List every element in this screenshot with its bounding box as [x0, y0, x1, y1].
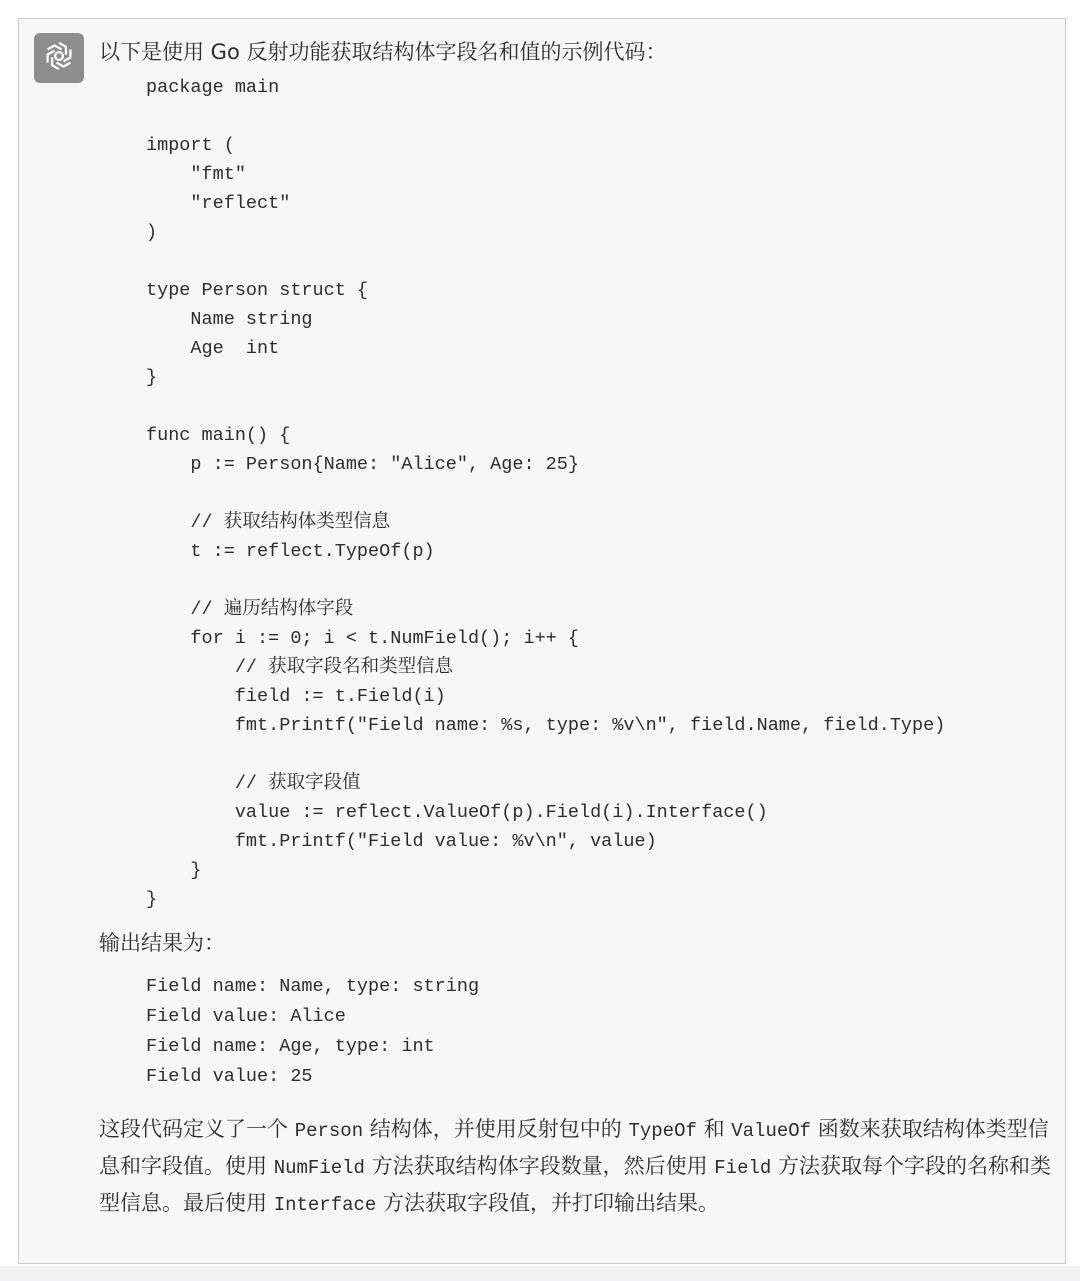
inline-code: NumField	[273, 1157, 365, 1179]
code-line	[146, 740, 1059, 769]
code-line: Age int	[146, 338, 280, 359]
summary-text: 函数来获取结构体类型信息和字段值。使用	[99, 1117, 1049, 1178]
summary-text: 方法获取每个字段的名称和类型信息。最后使用	[99, 1154, 1051, 1215]
output-label: 输出结果为：	[99, 931, 225, 955]
inline-code: ValueOf	[731, 1120, 812, 1142]
summary-text: 结构体，并使用反射包中的	[363, 1117, 629, 1141]
code-block	[146, 73, 1059, 914]
output-line: Field name: Age, type: int	[146, 1036, 435, 1057]
output-line: Field value: 25	[146, 1066, 313, 1087]
code-line: field := t.Field(i)	[146, 686, 446, 707]
code-line: fmt.Printf("Field name: %s, type: %v\n", field.Name, field.Type)	[146, 715, 946, 736]
intro-text: 以下是使用 Go 反射功能获取结构体字段名和值的示例代码：	[99, 40, 667, 64]
assistant-message-panel	[18, 18, 1066, 1264]
page-bottom-strip	[0, 1266, 1080, 1281]
code-line: // 获取字段值	[146, 773, 361, 794]
summary-paragraph	[99, 1112, 1059, 1223]
inline-code: Field	[714, 1157, 772, 1179]
summary-text: 这段代码定义了一个	[99, 1117, 295, 1141]
openai-logo-icon	[41, 38, 77, 78]
code-line: )	[146, 222, 158, 243]
code-line: t := reflect.TypeOf(p)	[146, 541, 435, 562]
code-line: import (	[146, 135, 235, 156]
code-line: value := reflect.ValueOf(p).Field(i).Interface()	[146, 802, 768, 823]
code-line: // 获取字段名和类型信息	[146, 657, 454, 678]
code-line: p := Person{Name: "Alice", Age: 25}	[146, 454, 579, 475]
code-line: fmt.Printf("Field value: %v\n", value)	[146, 831, 657, 852]
code-line: "reflect"	[146, 193, 291, 214]
code-line: "fmt"	[146, 164, 246, 185]
assistant-avatar	[34, 33, 84, 83]
code-line: }	[146, 889, 158, 910]
code-line: }	[146, 860, 202, 881]
code-line: func main() {	[146, 425, 291, 446]
inline-code: TypeOf	[628, 1120, 697, 1142]
code-line: package main	[146, 77, 280, 98]
summary-text: 和	[696, 1117, 732, 1141]
code-line	[146, 102, 1059, 131]
output-block	[146, 972, 1059, 1092]
inline-code: Person	[294, 1120, 364, 1142]
code-line	[146, 566, 1059, 595]
summary-text: 方法获取结构体字段数量，然后使用	[364, 1154, 715, 1178]
summary-text: 方法获取字段值，并打印输出结果。	[376, 1191, 719, 1215]
code-line	[146, 247, 1059, 276]
code-line: type Person struct {	[146, 280, 369, 301]
message-content	[99, 35, 1059, 1223]
code-line	[146, 479, 1059, 508]
output-line: Field value: Alice	[146, 1006, 346, 1027]
code-line: for i := 0; i < t.NumField(); i++ {	[146, 628, 579, 649]
code-line: // 遍历结构体字段	[146, 599, 354, 620]
inline-code: Interface	[273, 1194, 377, 1216]
code-line: Name string	[146, 309, 313, 330]
code-line	[146, 392, 1059, 421]
code-line: // 获取结构体类型信息	[146, 512, 391, 533]
output-line: Field name: Name, type: string	[146, 976, 480, 997]
code-line: }	[146, 367, 158, 388]
